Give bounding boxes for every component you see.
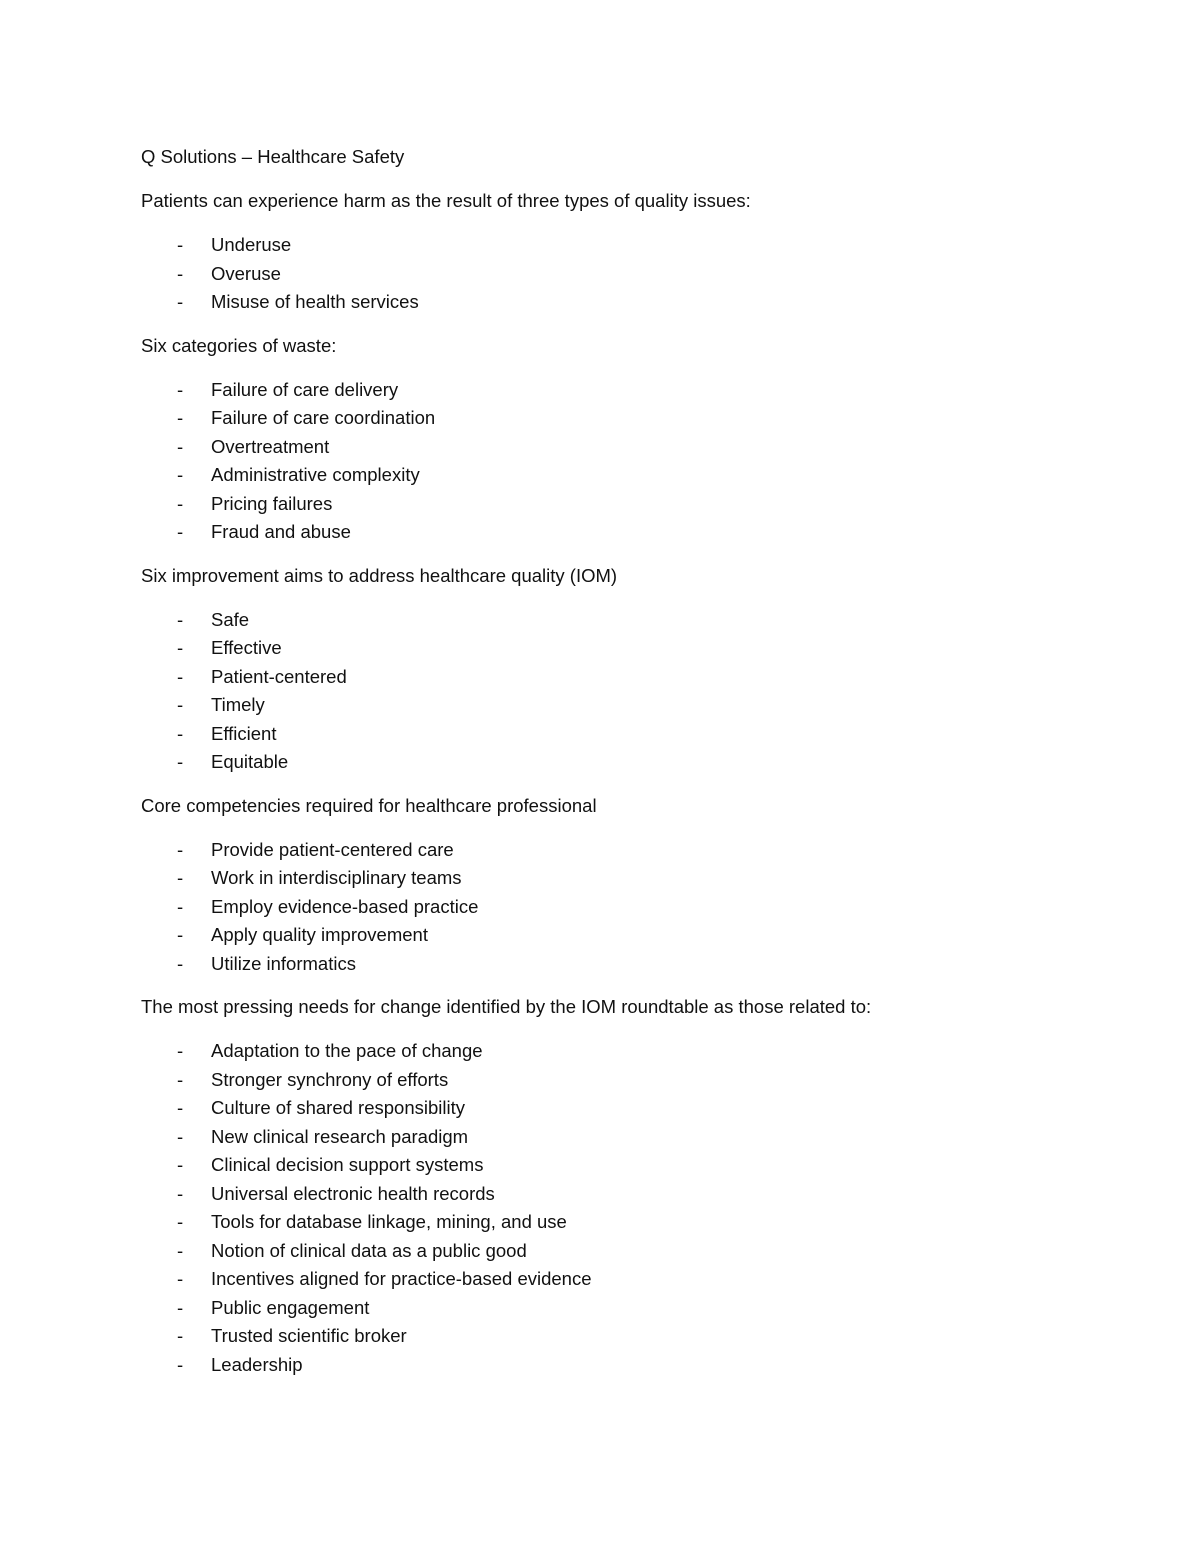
dash-bullet-icon: - <box>177 637 184 658</box>
list-item-text: Stronger synchrony of efforts <box>211 1068 449 1090</box>
dash-bullet-icon: - <box>177 1125 184 1147</box>
list-item-text: Patient-centered <box>211 665 347 687</box>
list-item-text: New clinical research paradigm <box>211 1125 469 1147</box>
list-item-text: Overuse <box>211 262 281 284</box>
list-item <box>141 663 1101 692</box>
list-item-text: Utilize informatics <box>211 952 356 974</box>
list-item <box>141 634 1101 663</box>
list-item <box>141 921 1101 950</box>
dash-bullet-icon: - <box>177 1040 184 1061</box>
list-item <box>141 231 1101 260</box>
list-item <box>141 864 1101 893</box>
dash-bullet-icon: - <box>177 492 184 514</box>
list-item-text: Safe <box>211 608 250 630</box>
list-item <box>141 836 1101 865</box>
list-item <box>141 518 1101 547</box>
section-heading: Six improvement aims to address healthcare quality (IOM) <box>141 564 618 586</box>
dash-bullet-icon: - <box>177 694 184 715</box>
dash-bullet-icon: - <box>177 407 184 428</box>
list-item-text: Culture of shared responsibility <box>211 1097 465 1118</box>
list-item <box>141 260 1101 289</box>
list-item-text: Overtreatment <box>211 435 330 457</box>
bullet-list <box>141 606 1101 777</box>
list-item-text: Tools for database linkage, mining, and use <box>211 1211 567 1232</box>
dash-bullet-icon: - <box>177 895 184 917</box>
list-item-text: Public engagement <box>211 1296 370 1318</box>
list-item <box>141 1094 1101 1123</box>
list-item <box>141 490 1101 519</box>
list-item-text: Pricing failures <box>211 492 333 514</box>
list-item <box>141 1123 1101 1152</box>
list-item-text: Work in interdisciplinary teams <box>211 867 462 888</box>
list-item-text: Trusted scientific broker <box>211 1325 407 1346</box>
list-item-text: Leadership <box>211 1353 303 1375</box>
list-item <box>141 461 1101 490</box>
list-item <box>141 1237 1101 1266</box>
list-item <box>141 691 1101 720</box>
section-heading: Core competencies required for healthcare professional <box>141 794 597 816</box>
dash-bullet-icon: - <box>177 234 184 255</box>
list-item <box>141 1180 1101 1209</box>
list-item <box>141 288 1101 317</box>
bullet-list <box>141 1037 1101 1379</box>
bullet-list <box>141 231 1101 317</box>
list-item <box>141 893 1101 922</box>
dash-bullet-icon: - <box>177 262 184 284</box>
section-heading: The most pressing needs for change identified by the IOM roundtable as those related to: <box>141 996 872 1017</box>
section-heading: Six categories of waste: <box>141 334 337 356</box>
dash-bullet-icon: - <box>177 665 184 687</box>
list-item-text: Adaptation to the pace of change <box>211 1040 483 1061</box>
list-item <box>141 404 1101 433</box>
list-item <box>141 950 1101 979</box>
dash-bullet-icon: - <box>177 608 184 630</box>
section-heading: Patients can experience harm as the result of three types of quality issues: <box>141 190 751 211</box>
list-item-text: Incentives aligned for practice-based evidence <box>211 1268 592 1289</box>
dash-bullet-icon: - <box>177 464 184 485</box>
dash-bullet-icon: - <box>177 521 184 542</box>
dash-bullet-icon: - <box>177 378 184 400</box>
dash-bullet-icon: - <box>177 1211 184 1232</box>
list-item <box>141 376 1101 405</box>
list-item <box>141 1208 1101 1237</box>
list-item-text: Universal electronic health records <box>211 1182 495 1204</box>
list-item-text: Failure of care delivery <box>211 378 399 400</box>
list-item <box>141 1066 1101 1095</box>
dash-bullet-icon: - <box>177 1325 184 1346</box>
list-item <box>141 1151 1101 1180</box>
dash-bullet-icon: - <box>177 1268 184 1289</box>
bullet-list <box>141 376 1101 547</box>
list-item <box>141 1294 1101 1323</box>
document-body <box>141 143 1101 1394</box>
dash-bullet-icon: - <box>177 291 184 312</box>
dash-bullet-icon: - <box>177 435 184 457</box>
list-item-text: Provide patient-centered care <box>211 838 454 860</box>
list-item-text: Fraud and abuse <box>211 521 351 542</box>
list-item <box>141 720 1101 749</box>
dash-bullet-icon: - <box>177 1154 184 1175</box>
dash-bullet-icon: - <box>177 1353 184 1375</box>
dash-bullet-icon: - <box>177 722 184 744</box>
dash-bullet-icon: - <box>177 1239 184 1261</box>
list-item-text: Equitable <box>211 751 289 772</box>
list-item-text: Apply quality improvement <box>211 924 428 945</box>
list-item-text: Efficient <box>211 722 277 744</box>
document-title: Q Solutions – Healthcare Safety <box>141 146 405 167</box>
dash-bullet-icon: - <box>177 952 184 974</box>
list-item-text: Clinical decision support systems <box>211 1154 484 1175</box>
list-item <box>141 1037 1101 1066</box>
list-item <box>141 433 1101 462</box>
list-item-text: Timely <box>211 694 265 715</box>
dash-bullet-icon: - <box>177 867 184 888</box>
list-item <box>141 1322 1101 1351</box>
list-item-text: Underuse <box>211 234 292 255</box>
list-item-text: Misuse of health services <box>211 291 419 312</box>
list-item <box>141 606 1101 635</box>
dash-bullet-icon: - <box>177 924 184 945</box>
dash-bullet-icon: - <box>177 1182 184 1204</box>
list-item-text: Failure of care coordination <box>211 407 436 428</box>
dash-bullet-icon: - <box>177 1296 184 1318</box>
list-item <box>141 1265 1101 1294</box>
list-item-text: Administrative complexity <box>211 464 420 485</box>
list-item <box>141 748 1101 777</box>
list-item-text: Effective <box>211 637 282 658</box>
dash-bullet-icon: - <box>177 1068 184 1090</box>
list-item-text: Employ evidence-based practice <box>211 895 479 917</box>
dash-bullet-icon: - <box>177 1097 184 1118</box>
dash-bullet-icon: - <box>177 838 184 860</box>
list-item <box>141 1351 1101 1380</box>
list-item-text: Notion of clinical data as a public good <box>211 1239 527 1261</box>
dash-bullet-icon: - <box>177 751 184 772</box>
bullet-list <box>141 836 1101 979</box>
